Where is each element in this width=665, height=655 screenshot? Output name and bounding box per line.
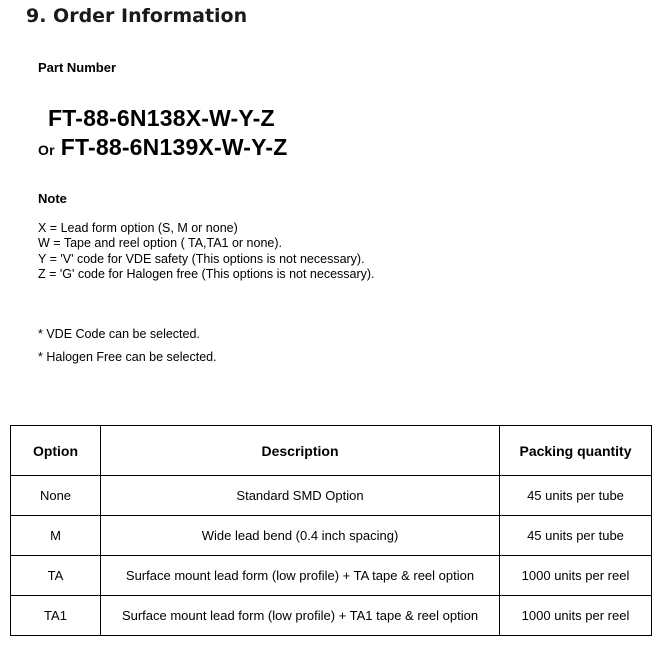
packing-cell: 45 units per tube <box>500 516 652 556</box>
option-cell: None <box>11 476 101 516</box>
description-cell: Standard SMD Option <box>101 476 500 516</box>
header-description: Description <box>101 426 500 476</box>
part-number-primary: FT-88-6N138X-W-Y-Z <box>48 105 275 131</box>
table-row <box>11 556 652 596</box>
halogen-free-note: * Halogen Free can be selected. <box>38 350 217 364</box>
packing-cell: 1000 units per reel <box>500 556 652 596</box>
description-cell: Wide lead bend (0.4 inch spacing) <box>101 516 500 556</box>
option-cell: M <box>11 516 101 556</box>
order-options-table <box>10 425 652 636</box>
note-line: X = Lead form option (S, M or none) <box>38 221 238 235</box>
table-row <box>11 516 652 556</box>
description-cell: Surface mount lead form (low profile) + TA1 tape & reel option <box>101 596 500 636</box>
vde-code-note: * VDE Code can be selected. <box>38 327 200 341</box>
table-header-row <box>11 426 652 476</box>
part-number-alternate-line <box>38 134 288 161</box>
header-packing-quantity: Packing quantity <box>500 426 652 476</box>
note-label: Note <box>38 191 67 206</box>
header-option: Option <box>11 426 101 476</box>
option-cell: TA <box>11 556 101 596</box>
packing-cell: 1000 units per reel <box>500 596 652 636</box>
option-cell: TA1 <box>11 596 101 636</box>
part-number-alternate: FT-88-6N139X-W-Y-Z <box>60 134 288 160</box>
part-number-label: Part Number <box>38 60 117 75</box>
note-line: Y = 'V' code for VDE safety (This options is not necessary). <box>38 251 365 266</box>
note-line: W = Tape and reel option ( TA,TA1 or none). <box>38 236 283 251</box>
table-row <box>11 476 652 516</box>
packing-cell: 45 units per tube <box>500 476 652 516</box>
notes-list <box>38 221 375 282</box>
description-cell: Surface mount lead form (low profile) + TA tape & reel option <box>101 556 500 596</box>
note-line: Z = 'G' code for Halogen free (This options is not necessary). <box>38 266 375 281</box>
table-row <box>11 596 652 636</box>
section-title: 9. Order Information <box>26 5 248 27</box>
or-label: Or <box>38 142 55 158</box>
